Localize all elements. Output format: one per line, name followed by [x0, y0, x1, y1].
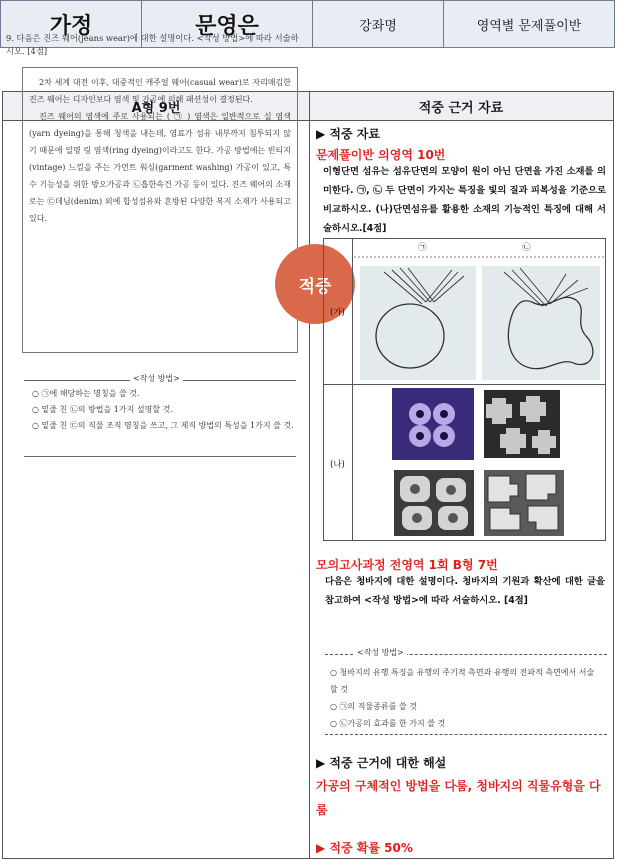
method-title-right: <작성 방법>	[354, 647, 407, 658]
method-title: <작성 방법>	[130, 373, 183, 384]
row-label-ga: (가)	[330, 308, 345, 318]
column-divider	[309, 92, 310, 858]
basis-text: 가공의 구체적인 방법을 다룸, 청바지의 직물유형을 다룸	[316, 779, 601, 817]
fiber-image-4	[484, 470, 564, 536]
right-column-title: 적중 근거 자료	[309, 92, 613, 121]
method-rule-bottom-right	[325, 734, 607, 735]
instruction-item: ○ 청바지의 유행 특징을 유행의 주기적 측면과 유행의 전파적 측면에서 서술할 것	[330, 668, 595, 694]
passage-paragraph-2: 진즈 웨어의 염색에 주로 사용되는 ( ㉠ ) 염색은 일반적으로 실 염색(yarn dyeing)을 통해 청색을 내는데, 염료가 섬유 내부까지 침투되지 않기 때문에 일명 링 염색(ring dyeing)이라고도 한다. 가공 방법에는 빈티지(vintage) 느낌을 주는 가먼트 워싱(garment washing) 가공이 있고, 특수 기능성을 위한 방오가공과 ㉡흡한속건 가공 등이 있다. 진즈 웨어의 소재로는 ㉢데님(denim) 외에 합성섬유와 혼방된 다양한 복지 소재가 사용되고 있다.	[29, 112, 291, 223]
instruction-item: ○ ㉡가공의 효과를 한 가지 쓸 것	[330, 719, 446, 728]
source-2: 모의고사과정 전영역 1회 B형 7번	[316, 558, 498, 572]
instruction-item: ○ ㉠의 직물종류를 쓸 것	[330, 702, 417, 711]
row-label-na: (나)	[330, 460, 345, 470]
figure-a-label: ㉠	[418, 243, 427, 253]
source-1-question: 이형단면 섬유는 섬유단면의 모양이 원이 아닌 단면을 가진 소재를 의미한다. ㉠, ㉡ 두 단면이 가지는 특징을 빛의 질과 피복성을 기준으로 비교하시오. (나)단면섬유를 활용한 소재의 기능적인 특징에 대해 서술하시오.[4점]	[323, 166, 606, 234]
figure-b-label: ㉡	[522, 243, 531, 253]
fiber-image-1	[392, 388, 474, 460]
instruction-item: ○ 밑줄 친 ㉡의 방법을 1가지 설명할 것.	[32, 405, 173, 414]
fiber-image-2	[484, 390, 560, 458]
hit-stamp: 적중	[275, 244, 355, 324]
method-rule-bottom	[24, 456, 296, 457]
course-name: 영역별 문제풀이반	[476, 18, 582, 34]
source-1: 문제풀이반 의영역 10번	[316, 148, 446, 162]
exam-passage	[22, 67, 298, 353]
course-label: 강좌명	[313, 1, 444, 47]
teacher-name: 문영은	[142, 1, 313, 47]
left-column-title: A형 9번	[3, 92, 310, 121]
light-reflection-figure	[354, 252, 604, 384]
hit-probability: ▶ 적중 확률 50%	[316, 841, 413, 855]
materials-heading: ▶ 적중 자료	[316, 127, 380, 141]
basis-heading: ▶ 적중 근거에 대한 해설	[316, 756, 447, 770]
instruction-item: ○ 밑줄 친 ㉢의 직물 조직 명칭을 쓰고, 그 제직 방법의 특성을 1가지 쓸 것.	[32, 421, 294, 430]
exam-question: 9. 다음은 진즈 웨어(jeans wear)에 대한 설명이다. <작성 방법>에 따라 서술하시오. [4점]	[6, 33, 299, 56]
exam-instructions	[32, 386, 296, 434]
source-2-question: 다음은 청바지에 대한 설명이다. 청바지의 기원과 확산에 대한 글을 참고하여 <작성 방법>에 따라 서술하시오. [4점]	[325, 576, 605, 606]
right-instructions	[330, 664, 600, 732]
subject-label: 가정	[1, 1, 142, 47]
instruction-item: ○ ㉠에 해당하는 명칭을 쓸 것.	[32, 389, 140, 398]
passage-paragraph-1: 2차 세계 대전 이후, 대중적인 캐주얼 웨어(casual wear)로 자리매김한 진즈 웨어는 디자인보다 염색 및 가공에 의해 패션성이 결정된다.	[29, 78, 291, 104]
fiber-image-3	[394, 470, 474, 536]
